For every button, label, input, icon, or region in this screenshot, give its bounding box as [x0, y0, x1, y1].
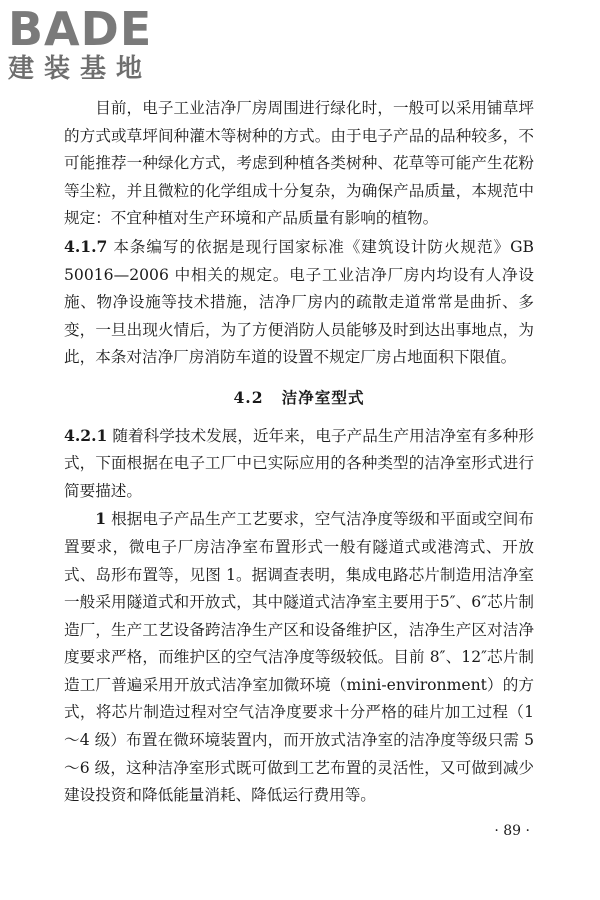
item-number: 1 — [95, 509, 107, 529]
item-1 — [64, 505, 534, 810]
item-text: 根据电子产品生产工艺要求，空气洁净度等级和平面或空间布置要求，微电子厂房洁净室布置形式一般有隧道式或港湾式、开放式、岛形布置等，见图 1。据调查表明，集成电路芯片制造用洁净室一般采用隧道式和开放式，其中隧道式洁净室主要用于5″、6″芯片制造厂，生产工艺设备跨洁净生产区和设备维护区，洁净生产区对洁净度要求严格，而维护区的空气洁净度等级较低。目前 8″、12″芯片制造工厂普遍采用开放式洁净室加微环境（mini-environment）的方式，将芯片制造过程对空气洁净度要求十分严格的硅片加工过程（1～4 级）布置在微环境装置内，而开放式洁净室的洁净度等级只需 5～6 级，这种洁净室形式既可做到工艺布置的灵活性，又可做到减少建设投资和降低能量消耗、降低运行费用等。 — [64, 510, 534, 805]
paragraph-greening: 目前，电子工业洁净厂房周围进行绿化时，一般可以采用铺草坪的方式或草坪间种灌木等树种的方式。由于电子产品的品种较多，不可能推荐一种绿化方式，考虑到种植各类树种、花草等可能产生花粉等尘粒，并且微粒的化学组成十分复杂，为确保产品质量，本规范中规定：不宜种植对生产环境和产品质量有影响的植物。 — [64, 99, 534, 228]
document-body — [64, 95, 534, 810]
clause-text: 随着科学技术发展，近年来，电子产品生产用洁净室有多种形式，下面根据在电子工厂中已实际应用的各种类型的洁净室形式进行简要描述。 — [64, 426, 534, 500]
logo-brand-text: BADE — [8, 2, 153, 56]
section-heading — [64, 384, 534, 412]
clause-text: 本条编写的依据是现行国家标准《建筑设计防火规范》GB 50016—2006 中相关的规定。电子工业洁净厂房内均设有人净设施、物净设施等技术措施，洁净厂房内的疏散走道常常是曲折、多变，一旦出现火情后，为了方便消防人员能够及时到达出事地点，为此，本条对洁净厂房消防车道的设置不规定厂房占地面积下限值。 — [64, 237, 534, 367]
page-number: · 89 · — [494, 823, 530, 839]
clause-4-1-7 — [64, 233, 534, 372]
section-title: 洁净室型式 — [281, 387, 365, 407]
logo-subtitle: 建装基地 — [8, 54, 153, 84]
section-number: 4.2 — [233, 387, 264, 407]
clause-number: 4.1.7 — [64, 236, 108, 256]
clause-4-2-1 — [64, 422, 534, 506]
brand-logo — [8, 4, 178, 90]
clause-number: 4.2.1 — [64, 425, 108, 445]
